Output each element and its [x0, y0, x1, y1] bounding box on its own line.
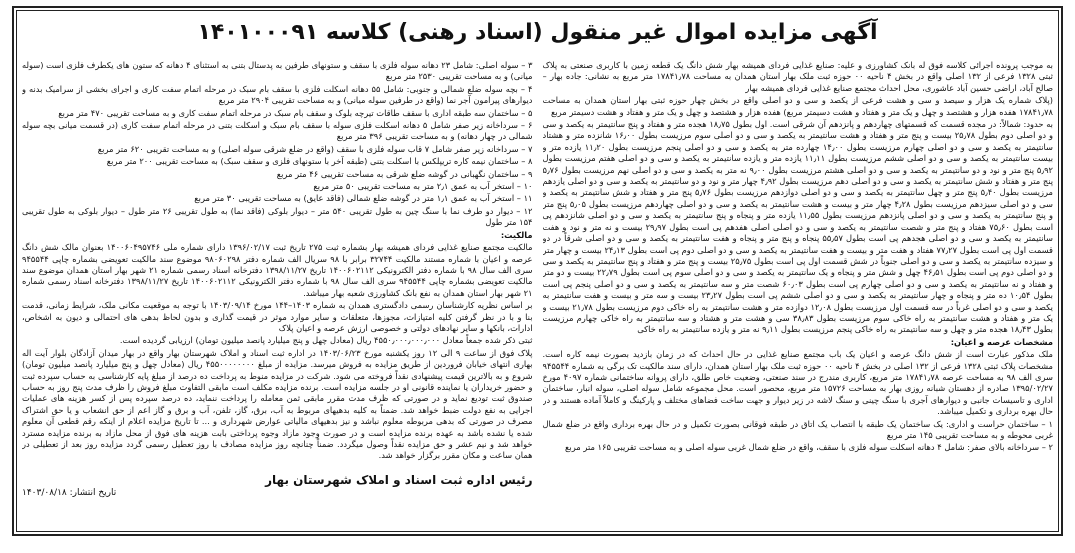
- paragraph: (پلاک شماره یک هزار و سیصد و سی و هشت فرعی از یکصد و سی و دو اصلی واقع در بخش چهار حوزه ثبتی بهار استان همدان به مساحت ۱۷۸۴۱٫۷۸ هفده هزار و هشتصد و چهل و یک متر و هفتاد و هشت دسیمتر مربع) هفده هزار و هشتصد و چهل و یک متر و هفتاد و هشت دسیمتر مربع: [542, 95, 1053, 117]
- paragraph: ثبتی ذکر شده جمعاً معادل ۴۵۵۰٫۰۰۰٫۰۰۰٫۰۰۰ ریال (معادل چهل و پنج میلیارد پانصد میلیون تومان) ارزیابی گردیده است.: [119, 335, 533, 346]
- left-column: [22, 60, 533, 528]
- paragraph: ۱۱ – استخر آب به عمق ۱٫۱ متر در گوشه ضلع شمالی (فاقد عایق) به مساحت تقریبی ۳۰ متر مربع: [194, 193, 533, 204]
- paragraph: ۱۰ – استخر آب به عمق ۲٫۱ متر به مساحت تقریبی ۵۰ متر مربع: [313, 181, 533, 192]
- paragraph: ۹ – ساختمان نگهبانی در گوشه ضلع شرقی به مساحت تقریبی ۴۶ متر مربع: [276, 168, 533, 179]
- signature-title: رئیس اداره ثبت اسناد و املاک شهرستان بهار: [265, 472, 533, 487]
- paragraph: ۴ – بچه سوله ضلع شمالی و جنوبی: شامل ۵۵ دهانه اسکلت فلزی با سقف بام سبک در مرحله اتمام سفت کاری و اجرای بخشی از سرامیک بدنه و دیوارهای پیرامون آجر نما (واقع در طرفین سوله میانی) و به مساحت تقریبی ۲۹۰۴ متر مربع: [22, 83, 533, 106]
- paragraph: ۶ – سرداخانه زیر صفر شامل ۵ دهانه اسکلت فلزی سوله با سقف بام سبک و اسکلت بتنی در مرحله اتمام سفت کاری (در قسمت میانی بچه سوله شمالی در چهار دهانه) و به مساحت تقریبی ۳۹۶ متر مربع: [22, 120, 533, 142]
- paragraph: ۱۲ – دیوار دو طرف نما با سنگ چین به طول تقریبی ۵۴۰ متر – دیوار بلوکی (فاقد نما) به طول تقریبی ۲۶ متر طول – دیوار بلوکی به طول تقریبی ۱۵۴ متر طول: [22, 205, 533, 228]
- signature-block: [22, 472, 533, 500]
- paragraph: ۸ – ساختمان نیمه کاره تریپلکس با اسکلت بتنی (طبقه آخر با ستونهای فلزی و سقف سبک) به مساحت تقریبی ۲۰۰ متر مربع: [106, 156, 533, 167]
- paragraph: ۳ – سوله اصلی: شامل ۲۳ دهانه سوله فلزی با سقف و ستونهای طرفین به پدستال بتنی به استثنای ۴ دهانه که ستون های یکطرف فلزی است (سوله میانی) و به مساحت تقریبی ۲۵۳۰ متر مربع: [22, 60, 533, 82]
- right-column: [543, 60, 1054, 528]
- paragraph: به حدود: شمالاً: در مجده قسمت که قسمتهای چهاردهم و پانزدهم آن شرقی است. اول بطول ۱۸٫۷۵ هجده متر و هفتاد و پنج سانتیمتر به یکصد و سی و دو اصلی دوم بطول ۲۵٫۷۸ بیست و پنج متر و هفتاد و هشت سانتیمتر به یکصد و سی و دو اصلی سوم مرزیست بطول ۱۶٫۰۰ شانزده متر و هشتاد سانتیمتر به یکصد و سی و دو اصلی چهارم مرزیست بطول ۱۴٫۰۰ چهارده متر به یکصد و سی و دو اصلی پنجم مرزیست بطول ۱۱٫۲۰ یازده متر و بیست سانتیمتر به یکصد و سی و دو اصلی ششم مرزیست بطول ۱۱٫۱۱ یازده متر و یازده سانتیمتر به یکصد و سی و دو اصلی هفتم مرزیست بطول ۵٫۹۲ پنج متر و نود و دو سانتیمتر به یکصد و سی و دو اصلی هشتم مرزیست بطول ۹٫۰۰ نه متر به یکصد و سی و دو اصلی نهم مرزیست بطول ۵٫۷۶ پنج متر و هفتاد و شش سانتیمتر به یکصد و سی و دو اصلی دهم مرزیست بطول ۴٫۹۲ چهار متر و نود و دو سانتیمتر به یکصد و سی و دو اصلی یازدهم مرزیست بطول ۵٫۴۰ پنج متر و چهل سانتیمتر به یکصد و سی و دو اصلی دوازدهم مرزیست بطول ۵٫۷۶ پنج متر و هفتاد و شش سانتیمتر به یکصد و سی و دو اصلی سیزدهم مرزیست بطول ۴٫۲۸ چهار متر و بیست و هشت سانتیمتر به یکصد و سی و دو اصلی چهاردهم مرزیست بطول ۵٫۰۵ پنج متر و پنج سانتیمتر به یکصد و سی و دو اصلی پانزدهم مرزیست بطول ۱۱٫۵۵ یازده متر و پنجاه و پنج سانتیمتر به یکصد و سی و دو اصلی شانزدهم پی است بطول ۷۵٫۶۰ هفتاد و پنج متر و شصت سانتیمتر به یکصد و سی و دو اصلی اصلی هفدهم پی است بطول ۲۹٫۹۷ بیست و نه متر و نود و هفت سانتیمتر به یکصد و سی و دو اصلی هجدهم پی است بطول ۵۵٫۵۷ پنجاه و پنج متر و پنجاه و هفت سانتیمتر به یکصد و سی و دو اصلی شرقاً در دو قسمت اول پی است بطول ۷۷٫۲۷ هفتاد و هفت متر و بیست و هفت سانتیمتر به یکصد و سی و دو اصلی دوم پی است بطول ۲۴٫۱۳ بیست و چهار متر و سیزده سانتیمتر به یکصد و سی و دو اصلی جنوباً در شش قسمت اول پی است بطول ۲۵٫۷۵ بیست و پنج متر و هفتاد و پنج سانتیمتر به یکصد و سی و دو اصلی دوم پی است بطول ۴۶٫۵۱ چهل و شش متر و پنجاه و یک سانتیمتر به یکصد و سی و دو اصلی سوم پی است بطول ۲۲٫۷۹ بیست و دو متر و هفتاد و نه سانتیمتر به یکصد و سی و دو اصلی چهارم پی است بطول ۶۰٫۰۳ شصت متر و سه سانتیمتر به یکصد و سی و دو اصلی پنجم پی است بطول ۱۰٫۵۴ ده متر و پنجاه و چهار سانتیمتر به یکصد و سی و دو اصلی ششم پی است بطول ۲۳٫۲۷ بیست و سه متر و بیست و هفت سانتیمتر به یکصد و سی و دو اصلی غرباً در سه قسمت اول مرزیست بطول ۱۲٫۰۸ دوازده متر و هشت سانتیمتر به راه خاکی دوم مرزیست بطول ۲۱٫۷۸ بیست و یک متر و هفتاد و هشت سانتیمتر به راه خاکی سوم مرزیست بطول ۳۸٫۸۳ سی و هشت متر و هشتاد و سه سانتیمتر به راه خاکی چهارم مرزیست بطول ۱۸٫۴۳ هجده متر و چهل و سه سانتیمتر به راه خاکی پنجم مرزیست بطول ۹٫۱۱ نه متر و یازده سانتیمتر به راه خاکی: [542, 119, 1053, 335]
- section-heading: مشخصات عرصه و اعیان:: [950, 336, 1053, 347]
- paragraph: به موجب پرونده اجرائی کلاسه فوق له بانک کشاورزی و علیه: صنایع غذایی فردای همیشه بهار شش دانگ یک قطعه زمین با کاربری صنعتی به پلاک ثبتی ۱۳۲۸ فرعی از ۱۳۲ اصلی واقع در بخش ۴ ناحیه ۰۰ حوزه ثبت ملک بهار استان همدان به مساحت ۱۷۸۴۱٫۷۸ متر مربع به نشانی: جاده بهار – صالح آباد، اراضی حسین آباد عاشوری، محل احداث مجتمع صنایع غذایی فردای همیشه بهار: [542, 60, 1053, 93]
- paragraph: ۵ – ساختمان سه طبقه اداری با سقف طاقات تیرچه بلوک و سقف بام سبک در مرحله اتمام سفت کاری و به مساحت تقریبی ۴۷۰ متر مربع: [58, 107, 533, 118]
- notice-title: آگهی مزایده اموال غیر منقول (اسناد رهنی) کلاسه ۱۴۰۱۰۰۰۹۱: [197, 20, 878, 45]
- paragraph: پلاک فوق از ساعت ۹ الی ۱۲ روز یکشنبه مورخ ۱۴۰۳/۰۶/۲۳ در اداره ثبت اسناد و املاک شهرستان بهار واقع در بهار میدان آزادگان بلوار آیت اله بهاری انتهای خیابان فروردین از طریق مزایده به فروش میرسد. مزایده از مبلغ ۴۵۵۰۰۰۰۰۰۰۰ ریال (معادل چهل و پنج میلیارد پانصد میلیون تومان) شروع و به بالاترین قیمت پیشنهادی نقداً فروخته می شود. شرکت در مزایده منوط به پرداخت ده درصد از مبلغ پایه کارشناسی به حساب سپرده ثبت و حضور خریداران یا نماینده قانونی او در جلسه مزایده است. برنده مزایده مکلف است مابقی التفاوت مبلغ فروش را ظرف مدت پنج روز به حساب صندوق ثبت تودیع نماید و در صورتی که ظرف مدت مقرر مابقی ثمن معامله را پرداخت ننماید، ده درصد سپرده پس از کسر هزینه های عملیات اجرایی به نفع دولت ضبط خواهد شد. ضمناً به کلیه بدهیهای مربوط به آب، برق، گاز، تلفن، آب و برق و گاز اعم از حق انشعاب و یا حق اشتراک مصرف در صورتی که بدهی مربوطه معلوم نباشد و نیز بدهیهای مالیاتی عوارض شهرداری و ... تا تاریخ مزایده اعلام از اینکه رقم قطعی آن معلوم شده یا نشده باشد به عهده برنده مزایده است و در صورت وجود مازاد وجوه پرداختی بابت هزینه های فوق از محل مازاد به برنده مزایده مسترد خواهد شد و نیم عشر و حق مزایده نقداً وصول میگردد. ضمناً چنانچه روز مزایده مصادف با روز تعطیل رسمی گردد مزایده روز بعد از تعطیلی در همان ساعت و مکان مقرر برگزار خواهد شد.: [22, 347, 533, 461]
- paragraph: ملک مذکور عبارت است از شش دانگ عرصه و اعیان یک باب مجتمع صنایع غذایی در حال احداث که در زمان بازدید بصورت نیمه کاره است. مشخصات پلاک ثبتی ۱۳۲۸ فرعی از ۱۳۲ اصلی در بخش ۴ ناحیه ۰۰ حوزه ثبت ملک بهار استان همدان، دارای سند مالکیت تک برگی به شماره ۹۴۵۵۴۴ سری الف ۹۸ به مساحت عرصه ۱۷۸۴۱٫۷۸ متر مربع، کاربری مندرج در سند صنعتی، وضعیت خاص طلق، دارای پروانه ساختمانی شماره ۴۰۹۷ مورخ ۱۳۹۵/۰۲/۲۷ صادره از دهستان شبانه روزی بهار به مساحت ۱۵۷۲۶ متر مربع، محصور است. محل مجموعه شامل سوله اصلی، سوله انبار، ساختمان اداری و تاسیسات جانبی و دیوارهای آجری با سنگ چینی و سنگ لاشه در زیر دیوار و جهت ساخت فضاهای مختلف و پارکینگ و کاملاً آماده هستند و در حال بهره برداری و تکمیل میباشد.: [542, 349, 1053, 417]
- paragraph: مالکیت مجتمع صنایع غذایی فردای همیشه بهار بشماره ثبت ۲۷۵ تاریخ ثبت ۱۳۹۶/۰۲/۱۷ دارای شماره ملی ۱۴۰۰۶۰۴۹۵۷۴۶ بعنوان مالک شش دانگ عرصه و اعیان با شماره مستند مالکیت ۳۲۷۴۴ برابر با ۹۸ سریال الف شماره دفتر ۹۸۰۶۰۲۹۸ موضوع سند مالکیت تعویضی بشماره چاپی ۹۴۵۵۴۴ سری الف سال ۹۸ با شماره دفتر الکترونیکی ۱۴۰۰۶۰۲۱۱۲ تاریخ ۱۳۹۸/۱۱/۲۷ دفترخانه اسناد رسمی شماره ۲۱ شهر بهار استان همدان موضوع سند مالکیت تعویضی بشماره چاپی ۹۴۵۵۴۴ سری الف سال ۹۸ با شماره دفتر الکترونیکی ۱۴۰۰۶۰۲۱۱۲ تاریخ ۱۳۹۸/۱۱/۲۷ دفترخانه اسناد رسمی شماره ۲۱ شهر بهار استان همدان به نفع بانک کشاورزی شعبه بهار میباشد.: [22, 242, 533, 298]
- notice-body: [22, 60, 1053, 528]
- paragraph: بر اساس نظریه کارشناسان رسمی دادگستری همدان به شماره ۱۴۰۳–۱۴۴ مورخ ۱۴۰۳/۰۹/۱۴ با توجه به موقعیت مکانی ملک، شرایط زمانی، قدمت بنا و با در نظر گرفتن کلیه امتیازات، مجوزها، متعلقات و سایر موارد موثر در قیمت گذاری و بدون لحاظ بدهی های احتمالی و دیون به اشخاص، ادارات، بانکها و سایر نهادهای دولتی و خصوصی ارزش عرصه و اعیان پلاک: [22, 300, 533, 333]
- paragraph: ۷ – سرداخانه زیر صفر شامل ۷ قاب سوله فلزی با سقف (واقع در ضلع شرقی سوله اصلی) و به مساحت تقریبی ۶۲۰ متر مربع: [97, 143, 533, 154]
- section-heading: مالکیت:: [500, 229, 533, 240]
- publish-date: تاریخ انتشار: ۱۴۰۳/۰۸/۱۸: [22, 487, 117, 498]
- paragraph: ۱ – ساختمان حراست و اداری: یک ساختمان یک طبقه با انتصاب یک اتاق در طبقه فوقانی بصورت تکمیل و در حال بهره برداری واقع در ضلع شمال غربی محوطه و به مساحت تقریبی ۱۴۵ متر مربع: [542, 418, 1053, 440]
- notice-page: [12, 6, 1063, 536]
- paragraph: ۲ – سرداخانه بالای صفر: شامل ۴ دهانه اسکلت سوله فلزی با سقف، واقع در ضلع شمال غربی سوله اصلی و به مساحت تقریبی ۱۶۵ متر مربع: [564, 442, 1053, 453]
